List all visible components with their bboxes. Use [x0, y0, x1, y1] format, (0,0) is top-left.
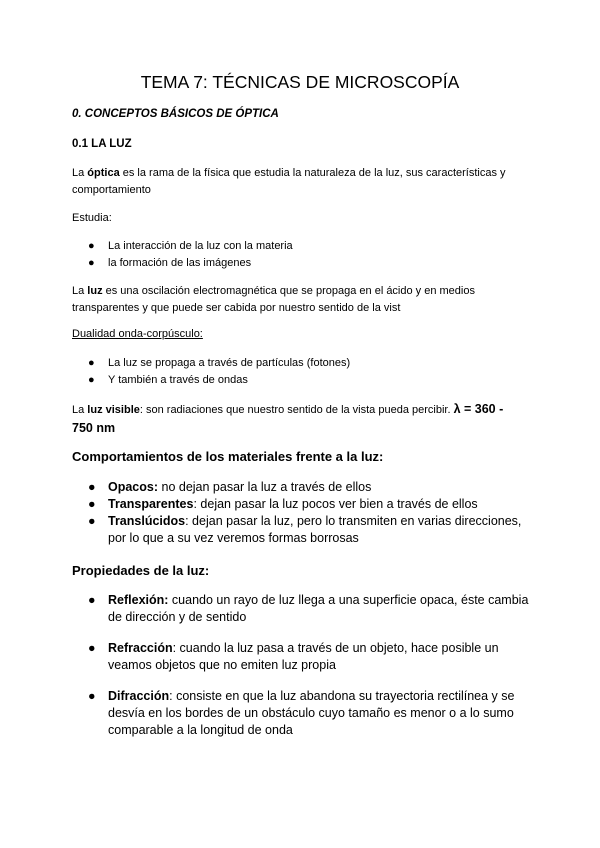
section-heading: 0. CONCEPTOS BÁSICOS DE ÓPTICA: [72, 108, 279, 120]
list-item: ● Opacos: no dejan pasar la luz a través de ellos: [88, 480, 372, 494]
list-item: ● Refracción: cuando la luz pasa a través de un objeto, hace posible un veamos objetos que no emiten luz propia: [88, 641, 499, 672]
subsection-heading: 0.1 LA LUZ: [72, 138, 132, 150]
luz-paragraph: [72, 283, 532, 317]
luz-visible-paragraph: [72, 400, 532, 438]
dualidad-list: [72, 355, 350, 389]
bullet-icon: ●: [88, 480, 96, 494]
bullet-icon: ●: [88, 497, 96, 511]
text: La: [72, 167, 88, 179]
bullet-icon: ●: [88, 357, 95, 369]
bullet-icon: ●: [88, 374, 95, 386]
underlined-label: Dualidad onda-corpúsculo:: [72, 328, 203, 340]
list-item: ● La luz se propaga a través de partículas (fotones): [72, 355, 350, 372]
wavelength-range-end: 750 nm: [72, 421, 116, 435]
text: es una oscilación electromagnética que se propaga en el ácido y en medios: [102, 285, 475, 297]
list-item: ● Transparentes: dejan pasar la luz pocos ver bien a través de ellos: [88, 497, 478, 511]
term-luz: luz: [87, 285, 103, 297]
text: La: [72, 285, 88, 297]
list-item: ● la formación de las imágenes: [72, 255, 293, 272]
bullet-icon: ●: [88, 689, 96, 703]
propiedades-list: [72, 688, 532, 739]
dualidad-label: [72, 326, 532, 343]
text: transparentes y que puede ser cabida por nuestro sentido de la vist: [72, 302, 401, 314]
list-item: ● La interacción de la luz con la materia: [72, 238, 293, 255]
propiedades-list: [72, 640, 532, 674]
list-item: ● Difracción: consiste en que la luz abandona su trayectoria rectilínea y se desvía en los bordes de un obstáculo cuyo tamaño es menor o a lo sumo comparable a la longitud de onda: [88, 689, 515, 737]
bullet-icon: ●: [88, 593, 96, 607]
bullet-icon: ●: [88, 240, 95, 252]
propiedades-heading: Propiedades de la luz:: [72, 563, 210, 578]
list-item: ● Y también a través de ondas: [72, 372, 350, 389]
estudia-list: [72, 238, 293, 272]
text: es la rama de la física que estudia la naturaleza de la luz, sus características y: [119, 167, 506, 179]
bullet-icon: ●: [88, 641, 96, 655]
text: La: [72, 404, 88, 416]
bullet-icon: ●: [88, 514, 96, 528]
text: comportamiento: [72, 184, 151, 196]
estudia-label: Estudia:: [72, 212, 112, 224]
term-luz-visible: luz visible: [87, 404, 140, 416]
list-item: ● Reflexión: cuando un rayo de luz llega a una superficie opaca, éste cambia de dirección y de sentido: [88, 593, 529, 624]
page-title: TEMA 7: TÉCNICAS DE MICROSCOPÍA: [140, 72, 460, 92]
text: : son radiaciones que nuestro sentido de la vista pueda percibir.: [139, 404, 454, 416]
materiales-list: [72, 479, 532, 547]
list-item: ● Translúcidos: dejan pasar la luz, pero lo transmiten en varias direcciones, por lo que a su vez veremos formas borrosas: [88, 514, 522, 545]
optica-paragraph: [72, 165, 532, 199]
wavelength-range: λ = 360 -: [453, 402, 504, 416]
bullet-icon: ●: [88, 257, 95, 269]
propiedades-list: [72, 592, 532, 626]
materiales-heading: Comportamientos de los materiales frente a la luz:: [72, 449, 384, 464]
term-optica: óptica: [87, 167, 120, 179]
